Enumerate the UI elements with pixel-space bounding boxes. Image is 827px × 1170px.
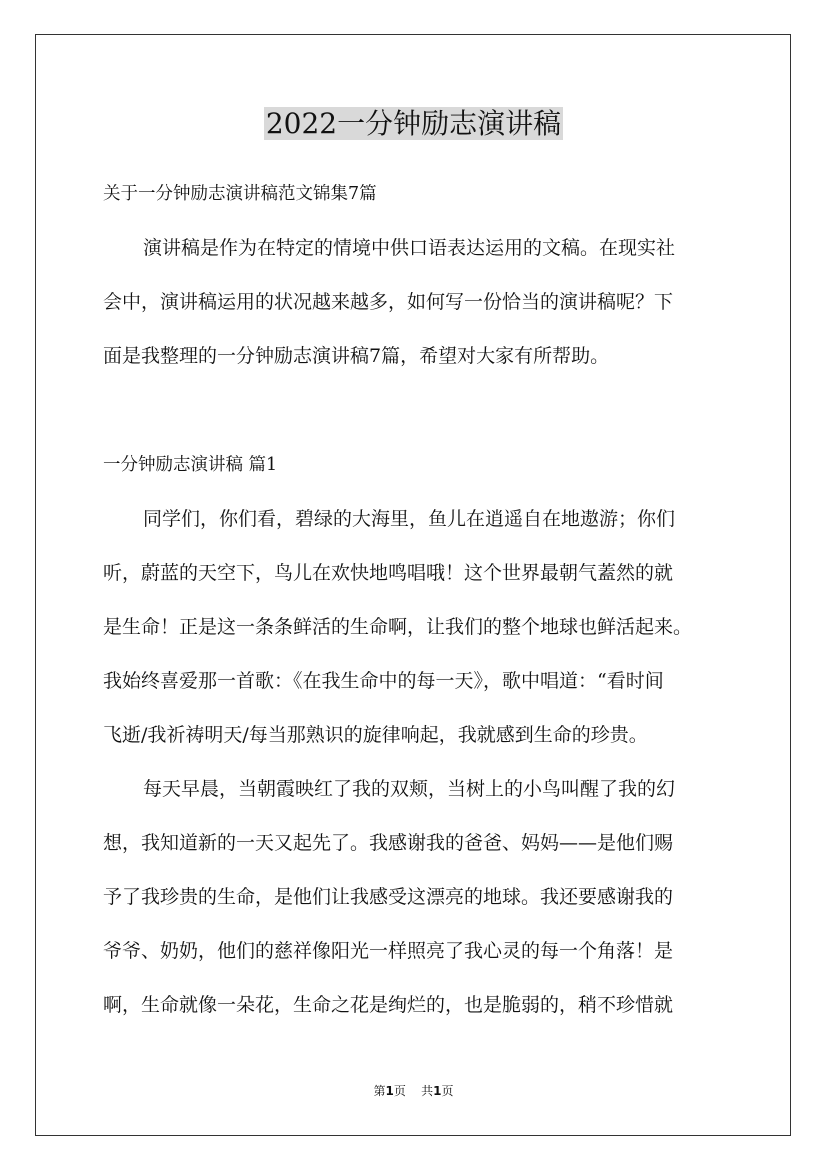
paragraph1-line-4: 我始终喜爱那一首歌：《在我生命中的每一天》，歌中唱道：“看时间 xyxy=(103,670,664,692)
paragraph1-line-2: 听，蔚蓝的天空下，鸟儿在欢快地鸣唱哦！这个世界最朝气蓋然的就 xyxy=(103,562,674,584)
paragraph1-line-1: 同学们，你们看，碧绿的大海里，鱼儿在逍遥自在地遨游；你们 xyxy=(143,508,676,530)
document-subtitle: 关于一分钟励志演讲稿范文锦集7篇 xyxy=(103,184,377,204)
document-title-wrap xyxy=(0,104,827,144)
footer-total-number: 1 xyxy=(433,1084,442,1098)
paragraph2-line-5: 啊，生命就像一朵花，生命之花是绚烂的，也是脆弱的，稍不珍惜就 xyxy=(103,994,674,1016)
paragraph2-line-3: 予了我珍贵的生命，是他们让我感受这漂亮的地球。我还要感谢我的 xyxy=(103,886,674,908)
intro-line-2: 会中，演讲稿运用的状况越来越多，如何写一份恰当的演讲稿呢？下 xyxy=(103,291,674,313)
paragraph2-line-2: 想，我知道新的一天又起先了。我感谢我的爸爸、妈妈——是他们赐 xyxy=(103,832,674,854)
paragraph2-line-4: 爷爷、奶奶，他们的慈祥像阳光一样照亮了我心灵的每一个角落！是 xyxy=(103,940,674,962)
paragraph1-line-5: 飞逝/我祈祷明天/每当那熟识的旋律响起，我就感到生命的珍贵。 xyxy=(103,724,648,746)
intro-line-3: 面是我整理的一分钟励志演讲稿7篇，希望对大家有所帮助。 xyxy=(103,345,610,367)
footer-page-number: 1 xyxy=(385,1084,394,1098)
paragraph2-line-1: 每天早晨，当朝霞映红了我的双颊，当树上的小鸟叫醒了我的幻 xyxy=(143,778,676,800)
footer-total-prefix: 共 xyxy=(421,1084,434,1098)
paragraph1-line-3: 是生命！正是这一条条鲜活的生命啊，让我们的整个地球也鲜活起来。 xyxy=(103,616,693,638)
page-footer xyxy=(0,1083,827,1099)
intro-line-1: 演讲稿是作为在特定的情境中供口语表达运用的文稿。在现实社 xyxy=(143,237,676,259)
section-heading: 一分钟励志演讲稿 篇1 xyxy=(103,455,278,475)
footer-total-suffix: 页 xyxy=(441,1084,454,1098)
footer-page-prefix: 第 xyxy=(373,1084,386,1098)
footer-page-suffix: 页 xyxy=(393,1084,406,1098)
document-title: 2022一分钟励志演讲稿 xyxy=(265,107,562,140)
